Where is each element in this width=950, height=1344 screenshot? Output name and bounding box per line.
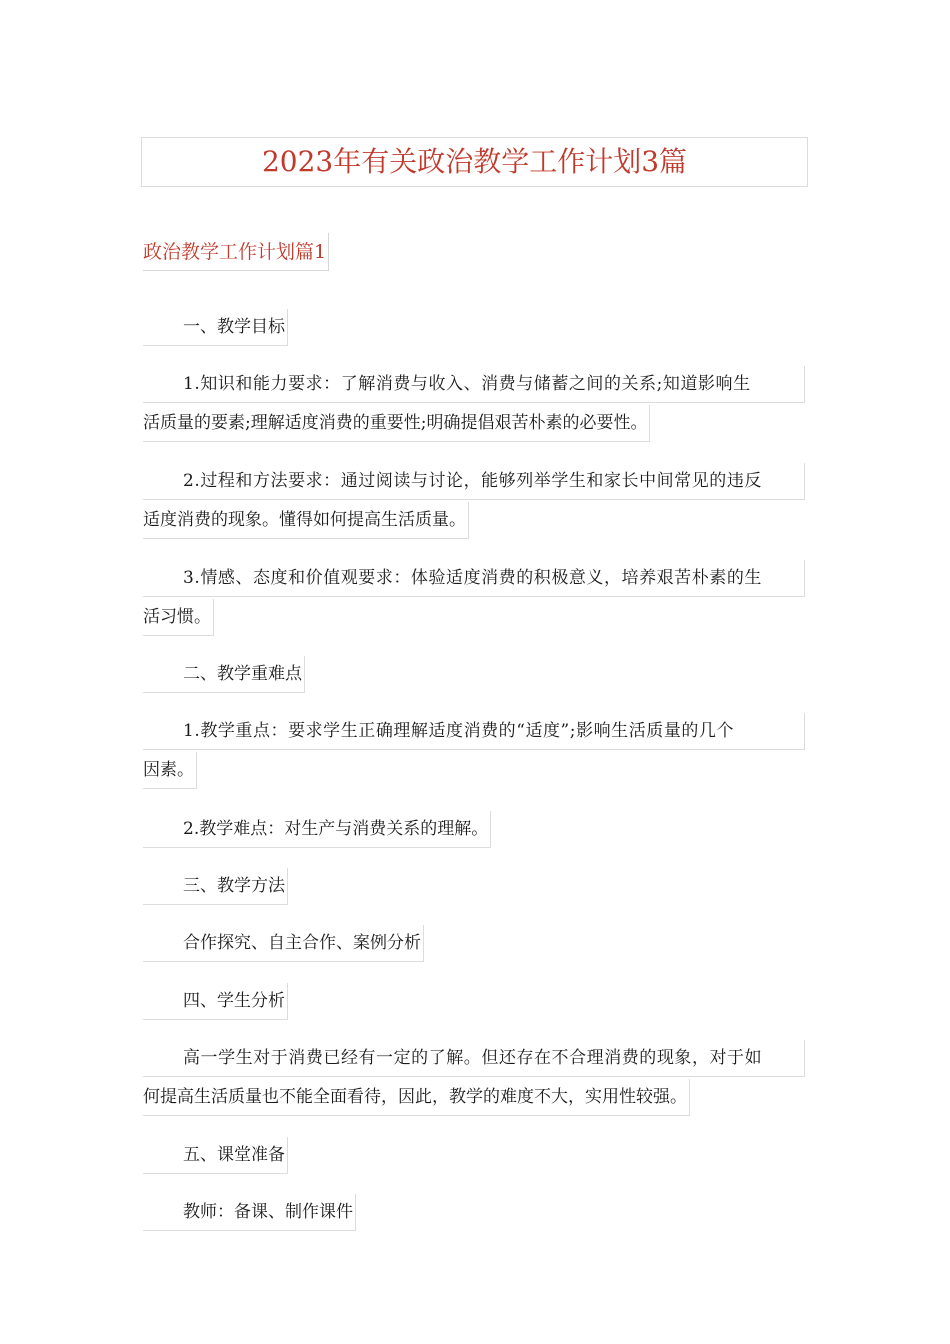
paragraph-line: 三、教学方法 (143, 868, 288, 905)
heading-student-analysis (143, 982, 807, 1021)
paragraph-line: 适度消费的现象。懂得如何提高生活质量。 (143, 502, 469, 539)
paragraph-line: 1.教学重点：要求学生正确理解适度消费的“适度”;影响生活质量的几个 (143, 713, 805, 750)
paragraph-line: 3.情感、态度和价值观要求：体验适度消费的积极意义，培养艰苦朴素的生 (143, 560, 805, 597)
paragraph-line: 2.过程和方法要求：通过阅读与讨论，能够列举学生和家长中间常见的违反 (143, 463, 805, 500)
paragraph-student-analysis (143, 1039, 807, 1117)
paragraph-line: 教师：备课、制作课件 (143, 1194, 356, 1231)
paragraph-line: 活习惯。 (143, 599, 214, 636)
paragraph-line: 1.知识和能力要求：了解消费与收入、消费与储蓄之间的关系;知道影响生 (143, 366, 805, 403)
paragraph-line: 2.教学难点：对生产与消费关系的理解。 (143, 811, 491, 848)
paragraph-line: 一、教学目标 (143, 309, 288, 346)
paragraph-line: 活质量的要素;理解适度消费的重要性;明确提倡艰苦朴素的必要性。 (143, 405, 650, 442)
heading-preparation (143, 1136, 807, 1175)
heading-key-points (143, 655, 807, 694)
document-title: 2023年有关政治教学工作计划3篇 (141, 137, 808, 187)
paragraph-line: 四、学生分析 (143, 983, 288, 1020)
paragraph-line: 五、课堂准备 (143, 1137, 288, 1174)
section-title: 政治教学工作计划篇1 (143, 233, 329, 271)
heading-methods (143, 867, 807, 906)
paragraph-knowledge (143, 365, 807, 443)
heading-objectives (143, 308, 807, 347)
paragraph-difficulty (143, 810, 807, 849)
paragraph-line: 二、教学重难点 (143, 656, 305, 693)
paragraph-line: 高一学生对于消费已经有一定的了解。但还存在不合理消费的现象，对于如 (143, 1040, 805, 1077)
paragraph-line: 何提高生活质量也不能全面看待，因此，教学的难度不大，实用性较强。 (143, 1079, 690, 1116)
paragraph-line: 因素。 (143, 752, 197, 789)
paragraph-preparation (143, 1193, 807, 1232)
paragraph-attitude (143, 559, 807, 637)
paragraph-key-point (143, 712, 807, 790)
paragraph-process (143, 462, 807, 540)
paragraph-methods (143, 924, 807, 963)
paragraph-line: 合作探究、自主合作、案例分析 (143, 925, 424, 962)
